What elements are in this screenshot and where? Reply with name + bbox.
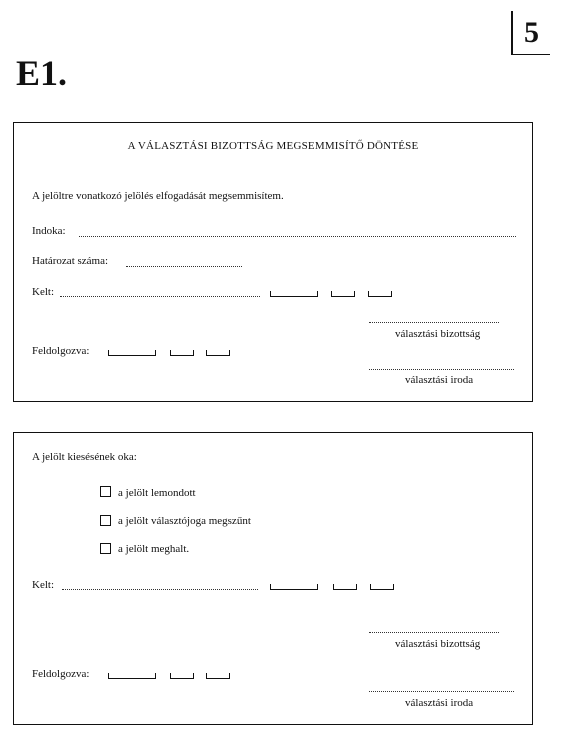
dated-month-field[interactable] bbox=[331, 291, 355, 297]
processed-year-field[interactable] bbox=[108, 350, 156, 356]
option-voting-right-lost-label: a jelölt választójoga megszűnt bbox=[118, 515, 251, 527]
page-number: 5 bbox=[511, 11, 550, 55]
dropout-dated-day-field[interactable] bbox=[370, 584, 394, 590]
dropout-processed-label: Feldolgozva: bbox=[32, 668, 90, 680]
option-voting-right-lost-checkbox[interactable] bbox=[100, 515, 111, 526]
decision-statement: A jelöltre vonatkozó jelölés elfogadását megsemmisítem. bbox=[32, 190, 284, 202]
processed-month-field[interactable] bbox=[170, 350, 194, 356]
office-label: választási iroda bbox=[405, 374, 474, 386]
office-signature-line[interactable] bbox=[369, 369, 514, 370]
dropout-dated-place-field[interactable] bbox=[62, 589, 258, 590]
option-deceased-checkbox[interactable] bbox=[100, 543, 111, 554]
processed-day-field[interactable] bbox=[206, 350, 230, 356]
option-resigned-checkbox[interactable] bbox=[100, 486, 111, 497]
dropout-dated-month-field[interactable] bbox=[333, 584, 357, 590]
option-resigned-label: a jelölt lemondott bbox=[118, 487, 196, 499]
dropout-processed-day-field[interactable] bbox=[206, 673, 230, 679]
decision-title: A VÁLASZTÁSI BIZOTTSÁG MEGSEMMISÍTŐ DÖNTÉSE bbox=[127, 140, 419, 152]
dropout-committee-signature-line[interactable] bbox=[369, 632, 499, 633]
dropout-processed-month-field[interactable] bbox=[170, 673, 194, 679]
processed-label: Feldolgozva: bbox=[32, 345, 90, 357]
dated-year-field[interactable] bbox=[270, 291, 318, 297]
dated-label: Kelt: bbox=[32, 286, 54, 298]
resolution-number-label: Határozat száma: bbox=[32, 255, 109, 267]
dropout-dated-label: Kelt: bbox=[32, 579, 54, 591]
dropout-section bbox=[13, 432, 533, 725]
dropout-reason-label: A jelölt kiesésének oka: bbox=[32, 451, 137, 463]
dated-place-field[interactable] bbox=[60, 296, 260, 297]
reason-label: Indoka: bbox=[32, 225, 66, 237]
dropout-processed-year-field[interactable] bbox=[108, 673, 156, 679]
resolution-number-field[interactable] bbox=[126, 266, 242, 267]
dropout-committee-label: választási bizottság bbox=[395, 638, 481, 650]
committee-signature-line[interactable] bbox=[369, 322, 499, 323]
dated-day-field[interactable] bbox=[368, 291, 392, 297]
form-code: E1. bbox=[16, 53, 68, 93]
dropout-dated-year-field[interactable] bbox=[270, 584, 318, 590]
dropout-office-signature-line[interactable] bbox=[369, 691, 514, 692]
decision-section bbox=[13, 122, 533, 402]
committee-label: választási bizottság bbox=[395, 328, 481, 340]
reason-field[interactable] bbox=[79, 236, 516, 237]
dropout-office-label: választási iroda bbox=[405, 697, 474, 709]
option-deceased-label: a jelölt meghalt. bbox=[118, 543, 190, 555]
